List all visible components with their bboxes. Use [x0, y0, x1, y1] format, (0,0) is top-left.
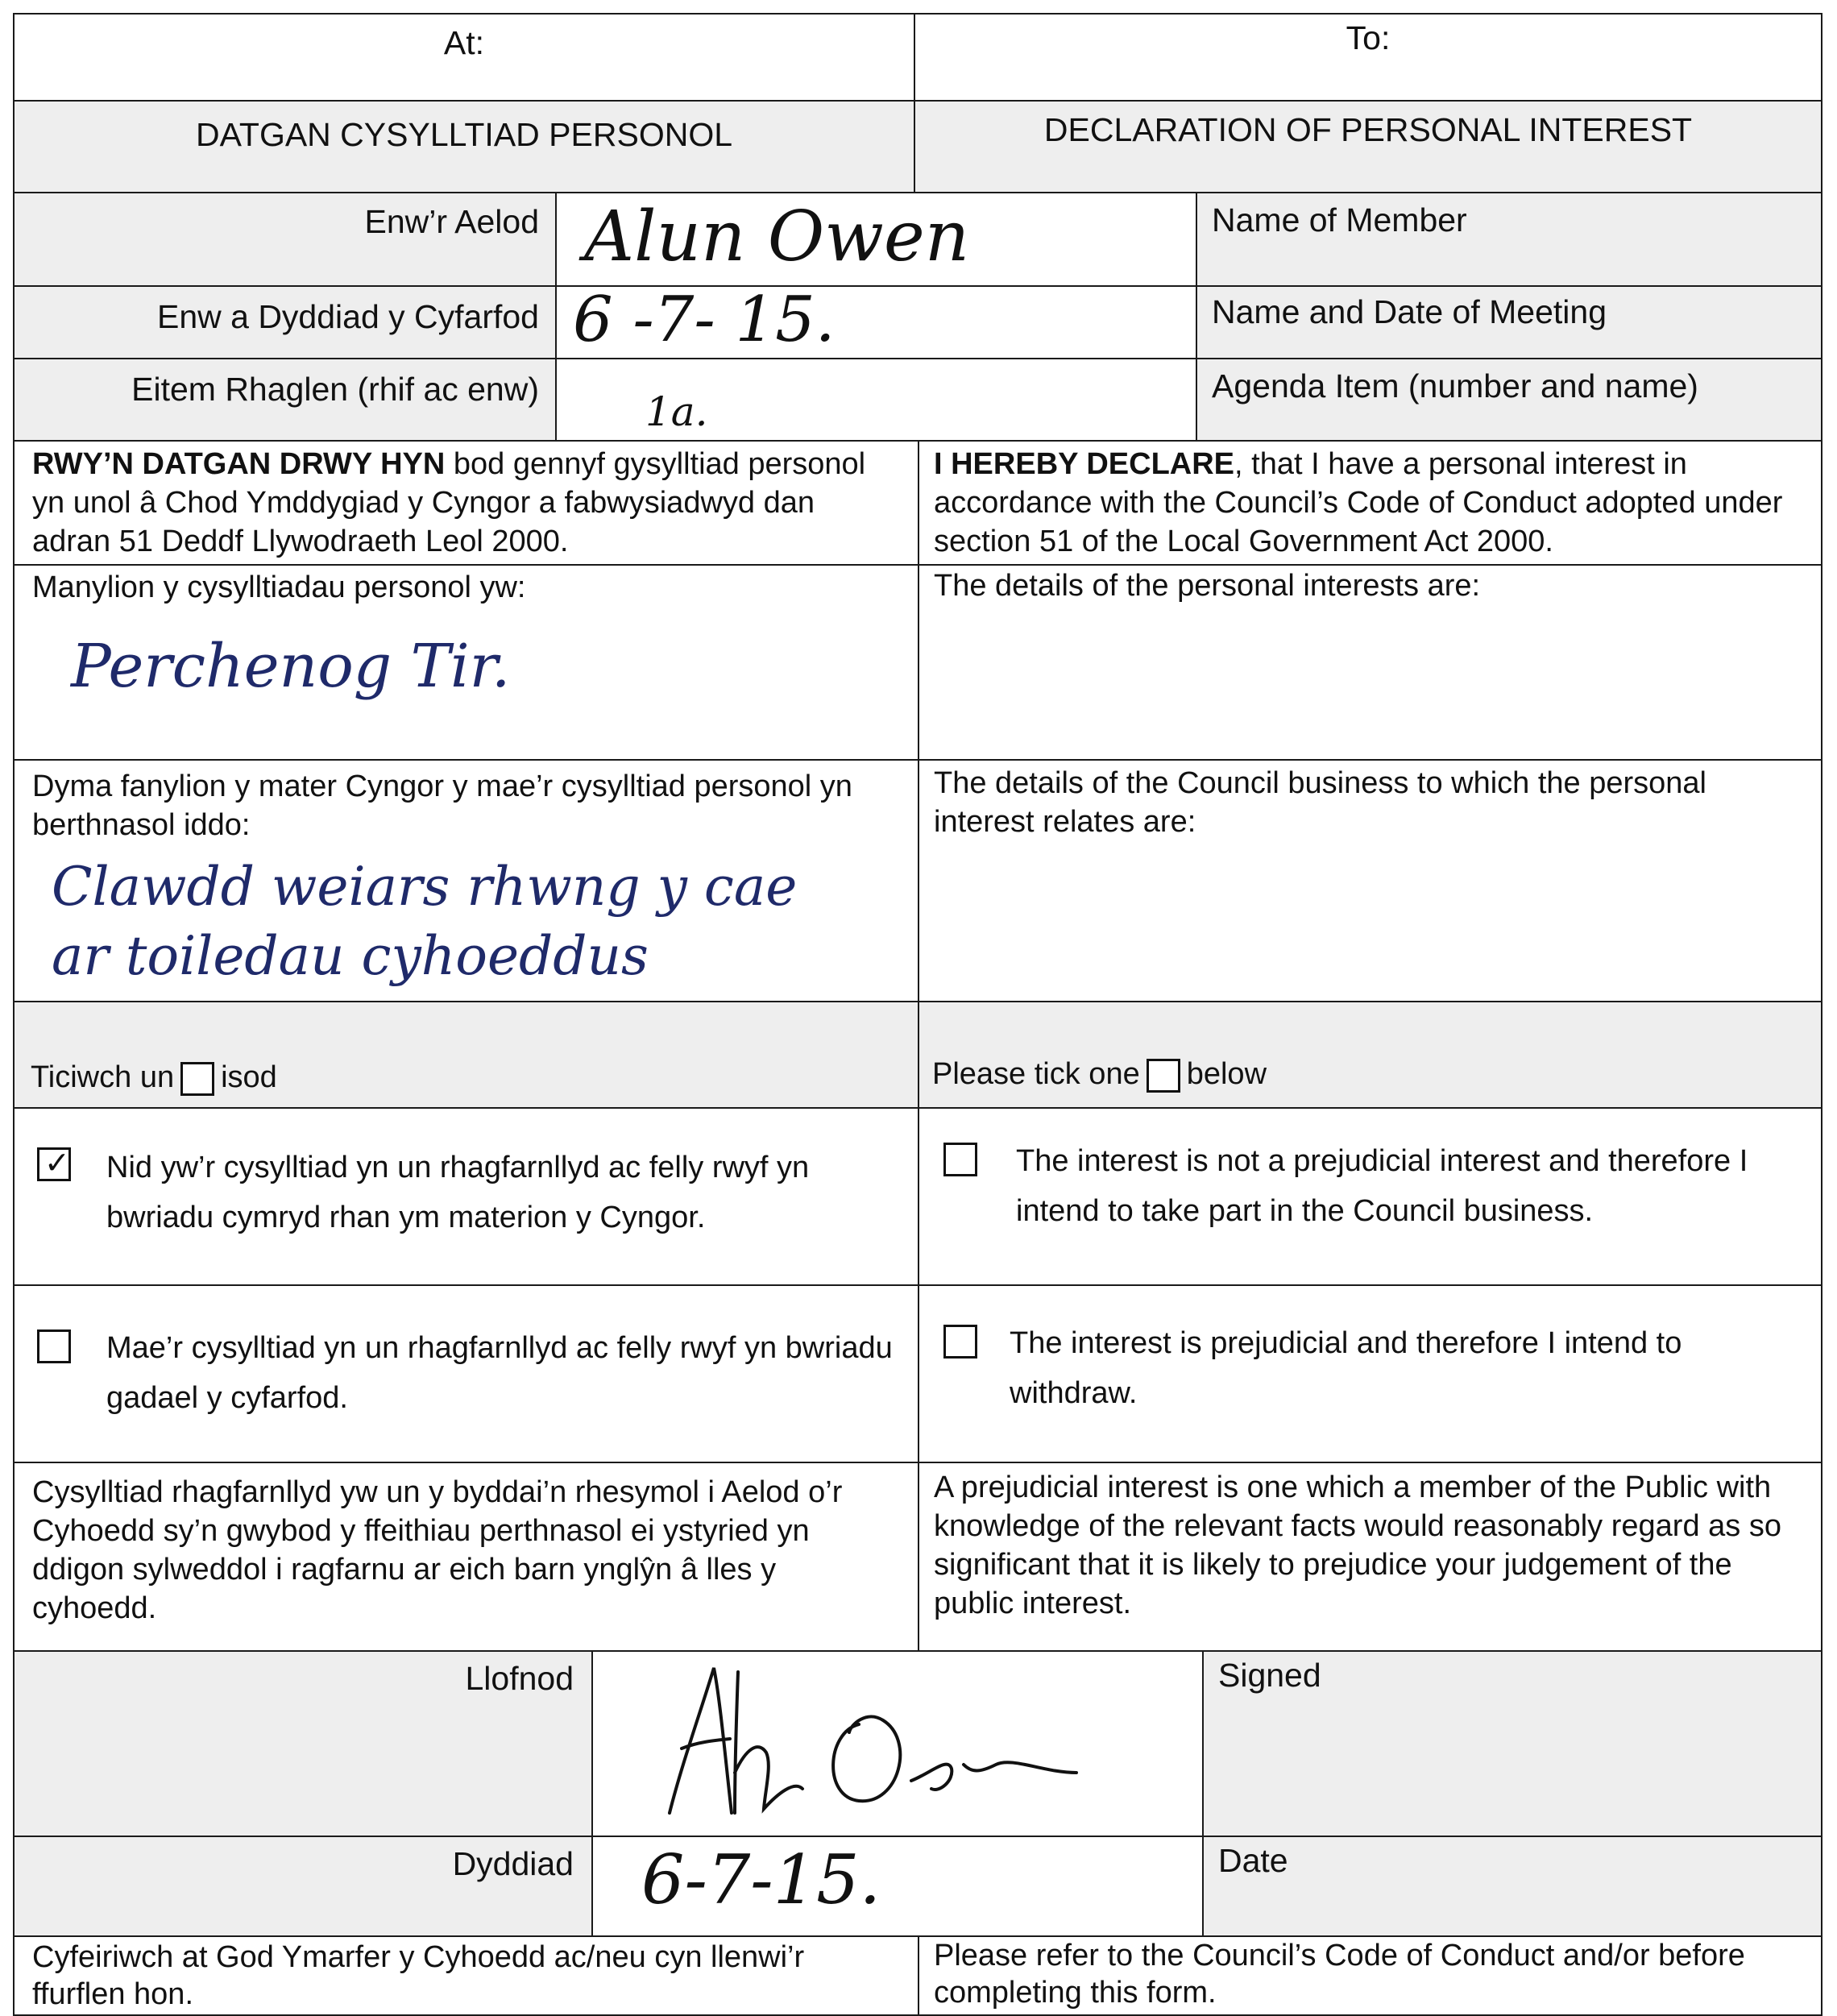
- tick-en-before: Please tick one: [932, 1057, 1140, 1091]
- declaration-form: [13, 13, 1824, 2011]
- declaration-cy: [15, 442, 918, 561]
- footer-cy: Cyfeiriwch at God Ymarfer y Cyhoedd ac/neu cyn llenwi’r ffurflen hon.: [32, 1940, 805, 2011]
- prejudicial-en-text: The interest is prejudicial and therefore I intend to withdraw.: [1010, 1326, 1682, 1410]
- at-label: At:: [443, 24, 485, 61]
- prejudicial-cy-text: Mae’r cysylltiad yn un rhagfarnllyd ac felly rwyf yn bwriadu gadael y cyfarfod.: [106, 1331, 893, 1415]
- to-cell: [914, 13, 1822, 102]
- not-prejudicial-cy-text: Nid yw’r cysylltiad yn un rhagfarnllyd ac felly rwyf yn bwriadu cymryd rhan ym materion y Cyngor.: [106, 1151, 810, 1234]
- interest-cy-cell: [13, 564, 919, 761]
- meeting-label-en-cell: [1196, 285, 1822, 359]
- definition-cy-cell: [13, 1462, 919, 1652]
- declaration-en-cell: [918, 440, 1822, 566]
- date-label-en: Date: [1218, 1842, 1288, 1879]
- signed-label-en: Signed: [1218, 1657, 1321, 1694]
- business-value-line1[interactable]: Clawdd weiars rhwng y cae: [52, 856, 798, 918]
- signed-label-cy: Llofnod: [465, 1660, 574, 1697]
- agenda-label-en-cell: [1196, 358, 1822, 442]
- definition-en: A prejudicial interest is one which a member of the Public with knowledge of the relevant facts would reasonably regard as so significant that it is likely to prejudice your judgement of the public interest.: [934, 1471, 1781, 1620]
- member-value[interactable]: Alun Owen: [584, 197, 970, 277]
- date-value[interactable]: 6-7-15.: [641, 1840, 881, 1919]
- tick-cy-cell: [13, 1001, 919, 1109]
- title-en-cell: [914, 100, 1822, 193]
- interest-label-cy: Manylion y cysylltiadau personol yw:: [32, 570, 526, 604]
- to-label: To:: [1346, 19, 1391, 56]
- declaration-cy-cell: [13, 440, 919, 566]
- title-cy: DATGAN CYSYLLTIAD PERSONOL: [195, 116, 733, 153]
- footer-en-cell: [918, 1935, 1822, 2016]
- signed-label-en-cell: [1202, 1650, 1822, 1837]
- not-prejudicial-cy-checkbox[interactable]: [37, 1147, 71, 1181]
- agenda-label-cy-cell: [13, 358, 557, 442]
- member-value-cell: [555, 192, 1197, 287]
- signed-label-cy-cell: [13, 1650, 593, 1837]
- business-cy-cell: [13, 759, 919, 1002]
- member-label-cy-cell: [13, 192, 557, 287]
- declaration-en-text: , that I have a personal interest in accordance with the Council’s Code of Conduct adopted under section 51 of the Local Government Act 2000.: [934, 447, 1783, 558]
- at-cell: [13, 13, 915, 102]
- prejudicial-cy-checkbox[interactable]: [37, 1329, 71, 1363]
- interest-value[interactable]: Perchenog Tir.: [71, 632, 511, 701]
- tick-en-cell: [918, 1001, 1822, 1109]
- meeting-value-cell: [555, 285, 1197, 359]
- footer-en: Please refer to the Council’s Code of Conduct and/or before completing this form.: [934, 1939, 1745, 2010]
- meeting-label-cy-cell: [13, 285, 557, 359]
- tick-instruction-en: [919, 1002, 1821, 1094]
- declaration-en: [919, 442, 1821, 561]
- tick-instruction-cy: [15, 1002, 918, 1097]
- interest-en-cell: [918, 564, 1822, 761]
- option-prejudicial-en-cell: [918, 1284, 1822, 1463]
- business-en-cell: [918, 759, 1822, 1002]
- date-value-cell: [591, 1836, 1204, 1937]
- date-label-cy-cell: [13, 1836, 593, 1937]
- agenda-label-cy: Eitem Rhaglen (rhif ac enw): [131, 371, 539, 408]
- date-label-cy: Dyddiad: [452, 1845, 574, 1882]
- member-label-en: Name of Member: [1212, 201, 1467, 239]
- business-value-line2[interactable]: ar toiledau cyhoeddus: [52, 925, 649, 987]
- prejudicial-en-checkbox[interactable]: [943, 1325, 977, 1359]
- signature-value-cell: [591, 1650, 1204, 1837]
- declaration-cy-text: bod gennyf gysylltiad personol yn unol â Chod Ymddygiad y Cyngor a fabwysiadwyd dan adran 51 Deddf Llywodraeth Leol 2000.: [32, 447, 866, 558]
- not-prejudicial-en-checkbox[interactable]: [943, 1143, 977, 1176]
- meeting-label-en: Name and Date of Meeting: [1212, 293, 1607, 330]
- tick-cy-after: isod: [221, 1060, 277, 1094]
- checkmark-icon: ✓: [44, 1145, 70, 1180]
- example-checkbox-icon: [180, 1062, 214, 1096]
- date-label-en-cell: [1202, 1836, 1822, 1937]
- meeting-value[interactable]: 6 -7- 15.: [573, 285, 836, 356]
- agenda-label-en: Agenda Item (number and name): [1212, 367, 1698, 404]
- option-not-prejudicial-cy-cell: [13, 1107, 919, 1286]
- business-label-cy: Dyma fanylion y mater Cyngor y mae’r cysylltiad personol yn berthnasol iddo:: [32, 769, 852, 842]
- example-checkbox-icon: [1147, 1059, 1180, 1093]
- signature-image[interactable]: [593, 1652, 1204, 1837]
- tick-cy-before: Ticiwch un: [31, 1060, 175, 1094]
- agenda-value[interactable]: 1a.: [645, 388, 708, 435]
- interest-label-en: The details of the personal interests are:: [934, 569, 1481, 603]
- title-en: DECLARATION OF PERSONAL INTEREST: [1043, 111, 1693, 148]
- declaration-en-bold: I HEREBY DECLARE: [934, 447, 1235, 481]
- not-prejudicial-en-text: The interest is not a prejudicial interest and therefore I intend to take part in the Council business.: [1016, 1144, 1748, 1228]
- footer-cy-cell: [13, 1935, 919, 2016]
- option-not-prejudicial-en-cell: [918, 1107, 1822, 1286]
- title-cy-cell: [13, 100, 915, 193]
- meeting-label-cy: Enw a Dyddiad y Cyfarfod: [156, 298, 539, 335]
- declaration-cy-bold: RWY’N DATGAN DRWY HYN: [32, 447, 446, 481]
- member-label-cy: Enw’r Aelod: [364, 203, 539, 240]
- definition-cy: Cysylltiad rhagfarnllyd yw un y byddai’n rhesymol i Aelod o’r Cyhoedd sy’n gwybod y ffeithiau perthnasol ei ystyried yn ddigon sylweddol i ragfarnu ar eich barn ynglŷn â lles y cyhoedd.: [32, 1475, 843, 1625]
- tick-en-after: below: [1186, 1057, 1267, 1091]
- business-label-en: The details of the Council business to which the personal interest relates are:: [934, 766, 1706, 839]
- definition-en-cell: [918, 1462, 1822, 1652]
- agenda-value-cell: [555, 358, 1197, 442]
- member-label-en-cell: [1196, 192, 1822, 287]
- option-prejudicial-cy-cell: [13, 1284, 919, 1463]
